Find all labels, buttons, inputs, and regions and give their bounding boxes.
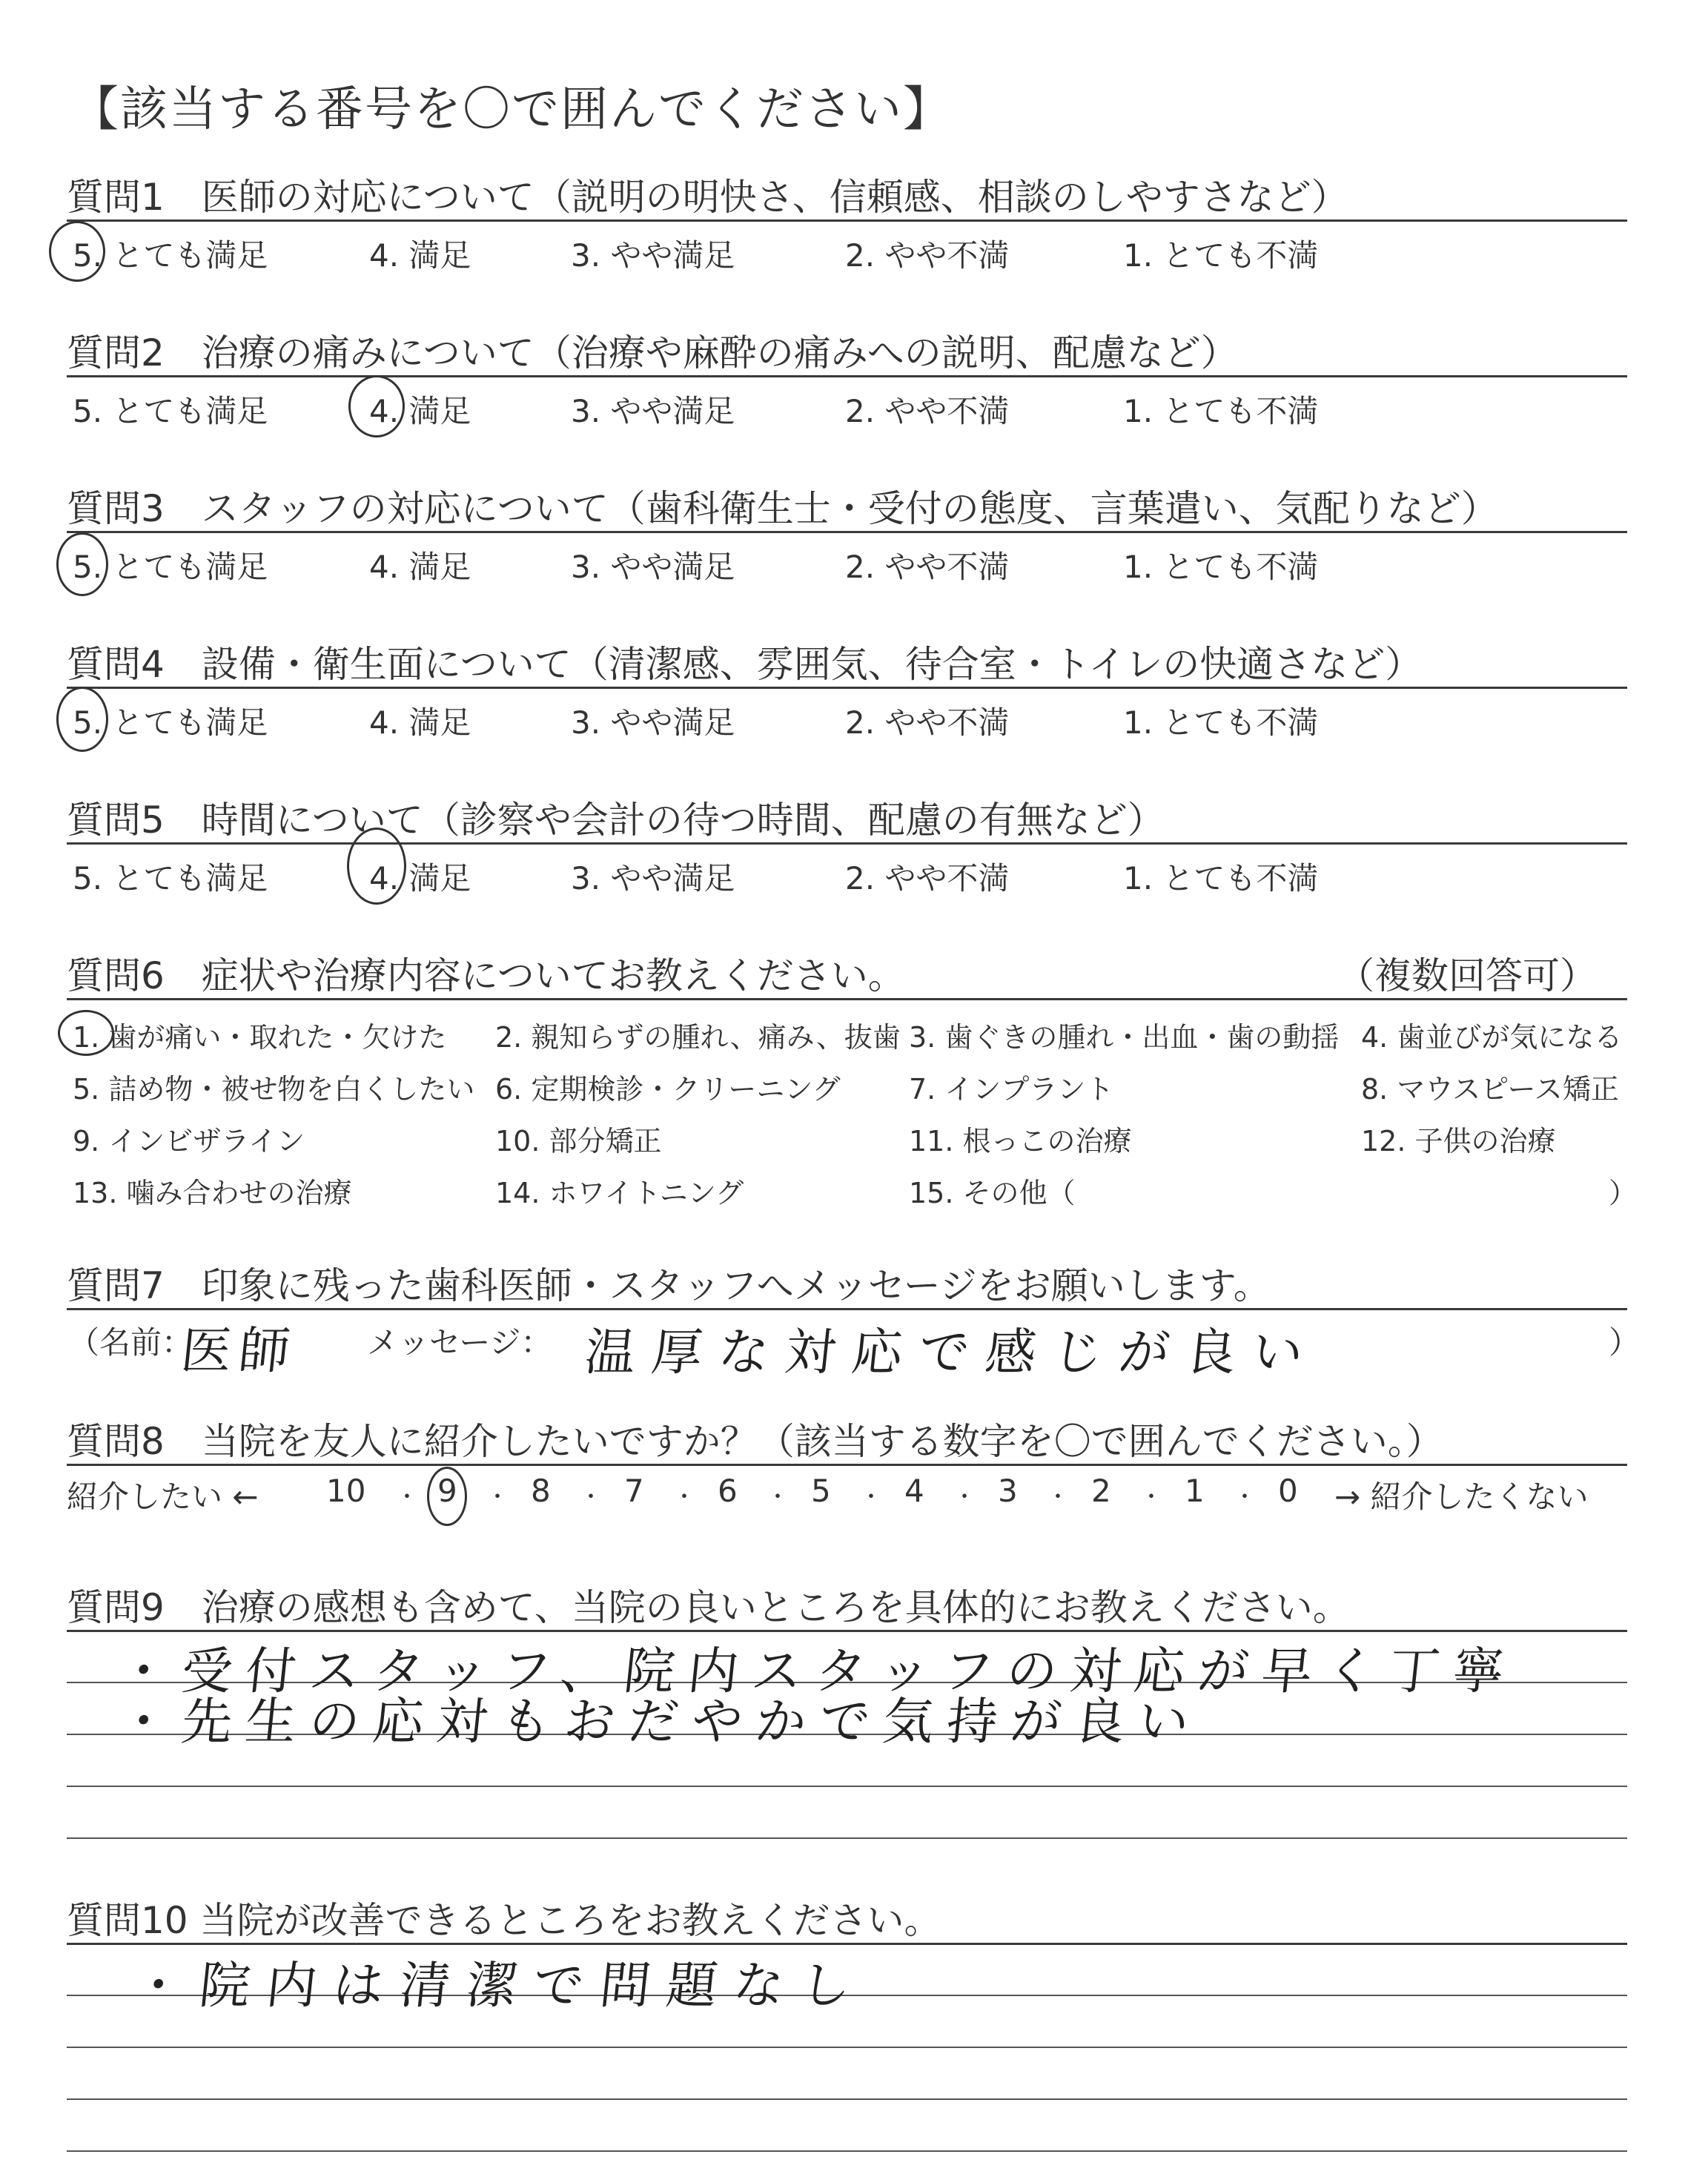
q2-option-1[interactable]: 1. とても不満 bbox=[1123, 393, 1319, 429]
q9-answer-line bbox=[67, 1786, 1627, 1787]
q5-option-5[interactable]: 5. とても満足 bbox=[73, 860, 268, 896]
q6-option-4[interactable]: 4. 歯並びが気になる bbox=[1361, 1021, 1623, 1054]
q6-option-9[interactable]: 9. インビザライン bbox=[73, 1125, 305, 1157]
q8-scale-5[interactable]: 5 bbox=[811, 1473, 831, 1509]
q6-option-15[interactable]: 15. その他（ bbox=[909, 1177, 1076, 1209]
q8-scale-7[interactable]: 7 bbox=[624, 1473, 644, 1509]
q4-option-2[interactable]: 2. やや不満 bbox=[845, 704, 1010, 741]
q7-close-paren: ） bbox=[1609, 1324, 1641, 1361]
q6-option-1[interactable]: 1. 歯が痛い・取れた・欠けた bbox=[73, 1021, 447, 1054]
q9-answer-2[interactable]: ・先生の応対もおだやかで気持が良い bbox=[115, 1693, 1205, 1751]
q8-scale-9[interactable]: 9 bbox=[437, 1473, 457, 1509]
q6-option-8[interactable]: 8. マウスピース矯正 bbox=[1361, 1073, 1619, 1106]
q4-option-1[interactable]: 1. とても不満 bbox=[1123, 704, 1319, 741]
q8-separator: ・ bbox=[767, 1484, 789, 1510]
q8-separator: ・ bbox=[1140, 1484, 1162, 1510]
q1-option-1[interactable]: 1. とても不満 bbox=[1123, 237, 1319, 274]
question-1-rule bbox=[67, 219, 1627, 222]
q1-option-5[interactable]: 5. とても満足 bbox=[73, 237, 268, 274]
q4-option-5[interactable]: 5. とても満足 bbox=[73, 704, 268, 741]
q8-scale-6[interactable]: 6 bbox=[718, 1473, 738, 1509]
q6-option-14[interactable]: 14. ホワイトニング bbox=[495, 1177, 744, 1209]
q8-scale-8[interactable]: 8 bbox=[531, 1473, 551, 1509]
q6-option-13[interactable]: 13. 噛み合わせの治療 bbox=[73, 1177, 352, 1209]
q5-selection-circle bbox=[347, 828, 406, 905]
q2-option-4[interactable]: 4. 満足 bbox=[369, 393, 471, 429]
q8-separator: ・ bbox=[953, 1484, 976, 1510]
q8-left-label: 紹介したい ← bbox=[67, 1479, 259, 1515]
question-10-heading: 質問10 当院が改善できるところをお教えください。 bbox=[67, 1899, 941, 1942]
q6-option-3[interactable]: 3. 歯ぐきの腫れ・出血・歯の動揺 bbox=[909, 1021, 1340, 1054]
q8-scale-row bbox=[0, 1473, 1708, 1525]
q8-scale-2[interactable]: 2 bbox=[1091, 1473, 1111, 1509]
question-8-rule bbox=[67, 1464, 1627, 1466]
q8-separator: ・ bbox=[580, 1484, 602, 1510]
page-title: 【該当する番号を〇で囲んでください】 bbox=[71, 82, 952, 137]
q9-answer-line bbox=[67, 1837, 1627, 1839]
q8-scale-10[interactable]: 10 bbox=[326, 1473, 366, 1509]
q3-option-3[interactable]: 3. やや満足 bbox=[571, 549, 735, 585]
q2-option-5[interactable]: 5. とても満足 bbox=[73, 393, 268, 429]
q6-selection-circle bbox=[58, 1010, 114, 1056]
question-2-heading: 質問2 治療の痛みについて（治療や麻酔の痛みへの説明、配慮など） bbox=[67, 331, 1238, 374]
question-2-rule bbox=[67, 375, 1627, 377]
q9-answer-1[interactable]: ・受付スタッフ、院内スタッフの対応が早く丁寧 bbox=[115, 1642, 1520, 1701]
question-4-heading: 質問4 設備・衛生面について（清潔感、雰囲気、待合室・トイレの快適さなど） bbox=[67, 643, 1423, 686]
q6-option-5[interactable]: 5. 詰め物・被せ物を白くしたい bbox=[73, 1073, 475, 1106]
question-5-heading: 質問5 時間について（診察や会計の待つ時間、配慮の有無など） bbox=[67, 799, 1165, 842]
q6-option-15-close: ） bbox=[1609, 1177, 1638, 1209]
q4-option-4[interactable]: 4. 満足 bbox=[369, 704, 471, 741]
q10-answer-1[interactable]: ・院内は清潔で問題なし bbox=[130, 1957, 870, 2015]
q3-option-1[interactable]: 1. とても不満 bbox=[1123, 549, 1319, 585]
q1-option-4[interactable]: 4. 満足 bbox=[369, 237, 471, 274]
q8-right-label: → 紹介したくない bbox=[1334, 1479, 1589, 1515]
question-3-heading: 質問3 スタッフの対応について（歯科衛生士・受付の態度、言葉遣い、気配りなど） bbox=[67, 487, 1498, 530]
q8-selection-circle bbox=[427, 1467, 467, 1526]
question-8-heading: 質問8 当院を友人に紹介したいですか？（該当する数字を〇で囲んでください。） bbox=[67, 1420, 1443, 1463]
q5-option-2[interactable]: 2. やや不満 bbox=[845, 860, 1010, 896]
q1-option-2[interactable]: 2. やや不満 bbox=[845, 237, 1010, 274]
q8-separator: ・ bbox=[486, 1484, 509, 1510]
q6-option-12[interactable]: 12. 子供の治療 bbox=[1361, 1125, 1556, 1157]
q6-option-2[interactable]: 2. 親知らずの腫れ、痛み、抜歯 bbox=[495, 1021, 901, 1054]
question-6-rule bbox=[67, 998, 1627, 1000]
q8-separator: ・ bbox=[1234, 1484, 1256, 1510]
q8-separator: ・ bbox=[1047, 1484, 1069, 1510]
question-6-heading: 質問6 症状や治療内容についてお教えください。 bbox=[67, 954, 905, 997]
q8-scale-1[interactable]: 1 bbox=[1185, 1473, 1205, 1509]
question-1-heading: 質問1 医師の対応について（説明の明快さ、信頼感、相談のしやすさなど） bbox=[67, 176, 1348, 219]
q8-scale-3[interactable]: 3 bbox=[998, 1473, 1018, 1509]
q6-option-11[interactable]: 11. 根っこの治療 bbox=[909, 1125, 1132, 1157]
q7-message-value[interactable]: 温厚な対応で感じが良い bbox=[582, 1324, 1323, 1382]
q1-selection-circle bbox=[49, 221, 105, 282]
q10-answer-line bbox=[67, 2150, 1627, 2152]
q8-separator: ・ bbox=[673, 1484, 695, 1510]
q6-option-6[interactable]: 6. 定期検診・クリーニング bbox=[495, 1073, 841, 1106]
q1-option-3[interactable]: 3. やや満足 bbox=[571, 237, 735, 274]
question-9-heading: 質問9 治療の感想も含めて、当院の良いところを具体的にお教えください。 bbox=[67, 1586, 1350, 1629]
q8-separator: ・ bbox=[860, 1484, 882, 1510]
question-10-rule bbox=[67, 1943, 1627, 1945]
q8-scale-4[interactable]: 4 bbox=[904, 1473, 924, 1509]
q4-selection-circle bbox=[56, 687, 108, 752]
q7-name-value[interactable]: 医師 bbox=[178, 1322, 300, 1381]
q3-option-5[interactable]: 5. とても満足 bbox=[73, 549, 268, 585]
q3-option-4[interactable]: 4. 満足 bbox=[369, 549, 471, 585]
q5-option-3[interactable]: 3. やや満足 bbox=[571, 860, 735, 896]
question-7-heading: 質問7 印象に残った歯科医師・スタッフへメッセージをお願いします。 bbox=[67, 1264, 1271, 1307]
question-4-rule bbox=[67, 687, 1627, 689]
q10-answer-line bbox=[67, 2098, 1627, 2100]
q7-name-label: （名前： bbox=[68, 1324, 193, 1361]
question-5-rule bbox=[67, 842, 1627, 845]
q5-option-4[interactable]: 4. 満足 bbox=[369, 860, 471, 896]
q3-selection-circle bbox=[56, 532, 108, 596]
q7-message-label: メッセージ： bbox=[367, 1324, 552, 1361]
q10-answer-line bbox=[67, 2047, 1627, 2048]
q8-separator: ・ bbox=[396, 1484, 418, 1510]
q6-option-7[interactable]: 7. インプラント bbox=[909, 1073, 1114, 1106]
q4-option-3[interactable]: 3. やや満足 bbox=[571, 704, 735, 741]
q6-option-10[interactable]: 10. 部分矯正 bbox=[495, 1125, 662, 1157]
q2-option-3[interactable]: 3. やや満足 bbox=[571, 393, 735, 429]
question-3-rule bbox=[67, 531, 1627, 533]
q2-option-2[interactable]: 2. やや不満 bbox=[845, 393, 1010, 429]
question-7-rule bbox=[67, 1308, 1627, 1310]
q2-selection-circle bbox=[348, 375, 405, 437]
q5-option-1[interactable]: 1. とても不満 bbox=[1123, 860, 1319, 896]
question-6-multiple-note: （複数回答可） bbox=[1337, 954, 1597, 997]
q8-scale-0[interactable]: 0 bbox=[1278, 1473, 1298, 1509]
q3-option-2[interactable]: 2. やや不満 bbox=[845, 549, 1010, 585]
